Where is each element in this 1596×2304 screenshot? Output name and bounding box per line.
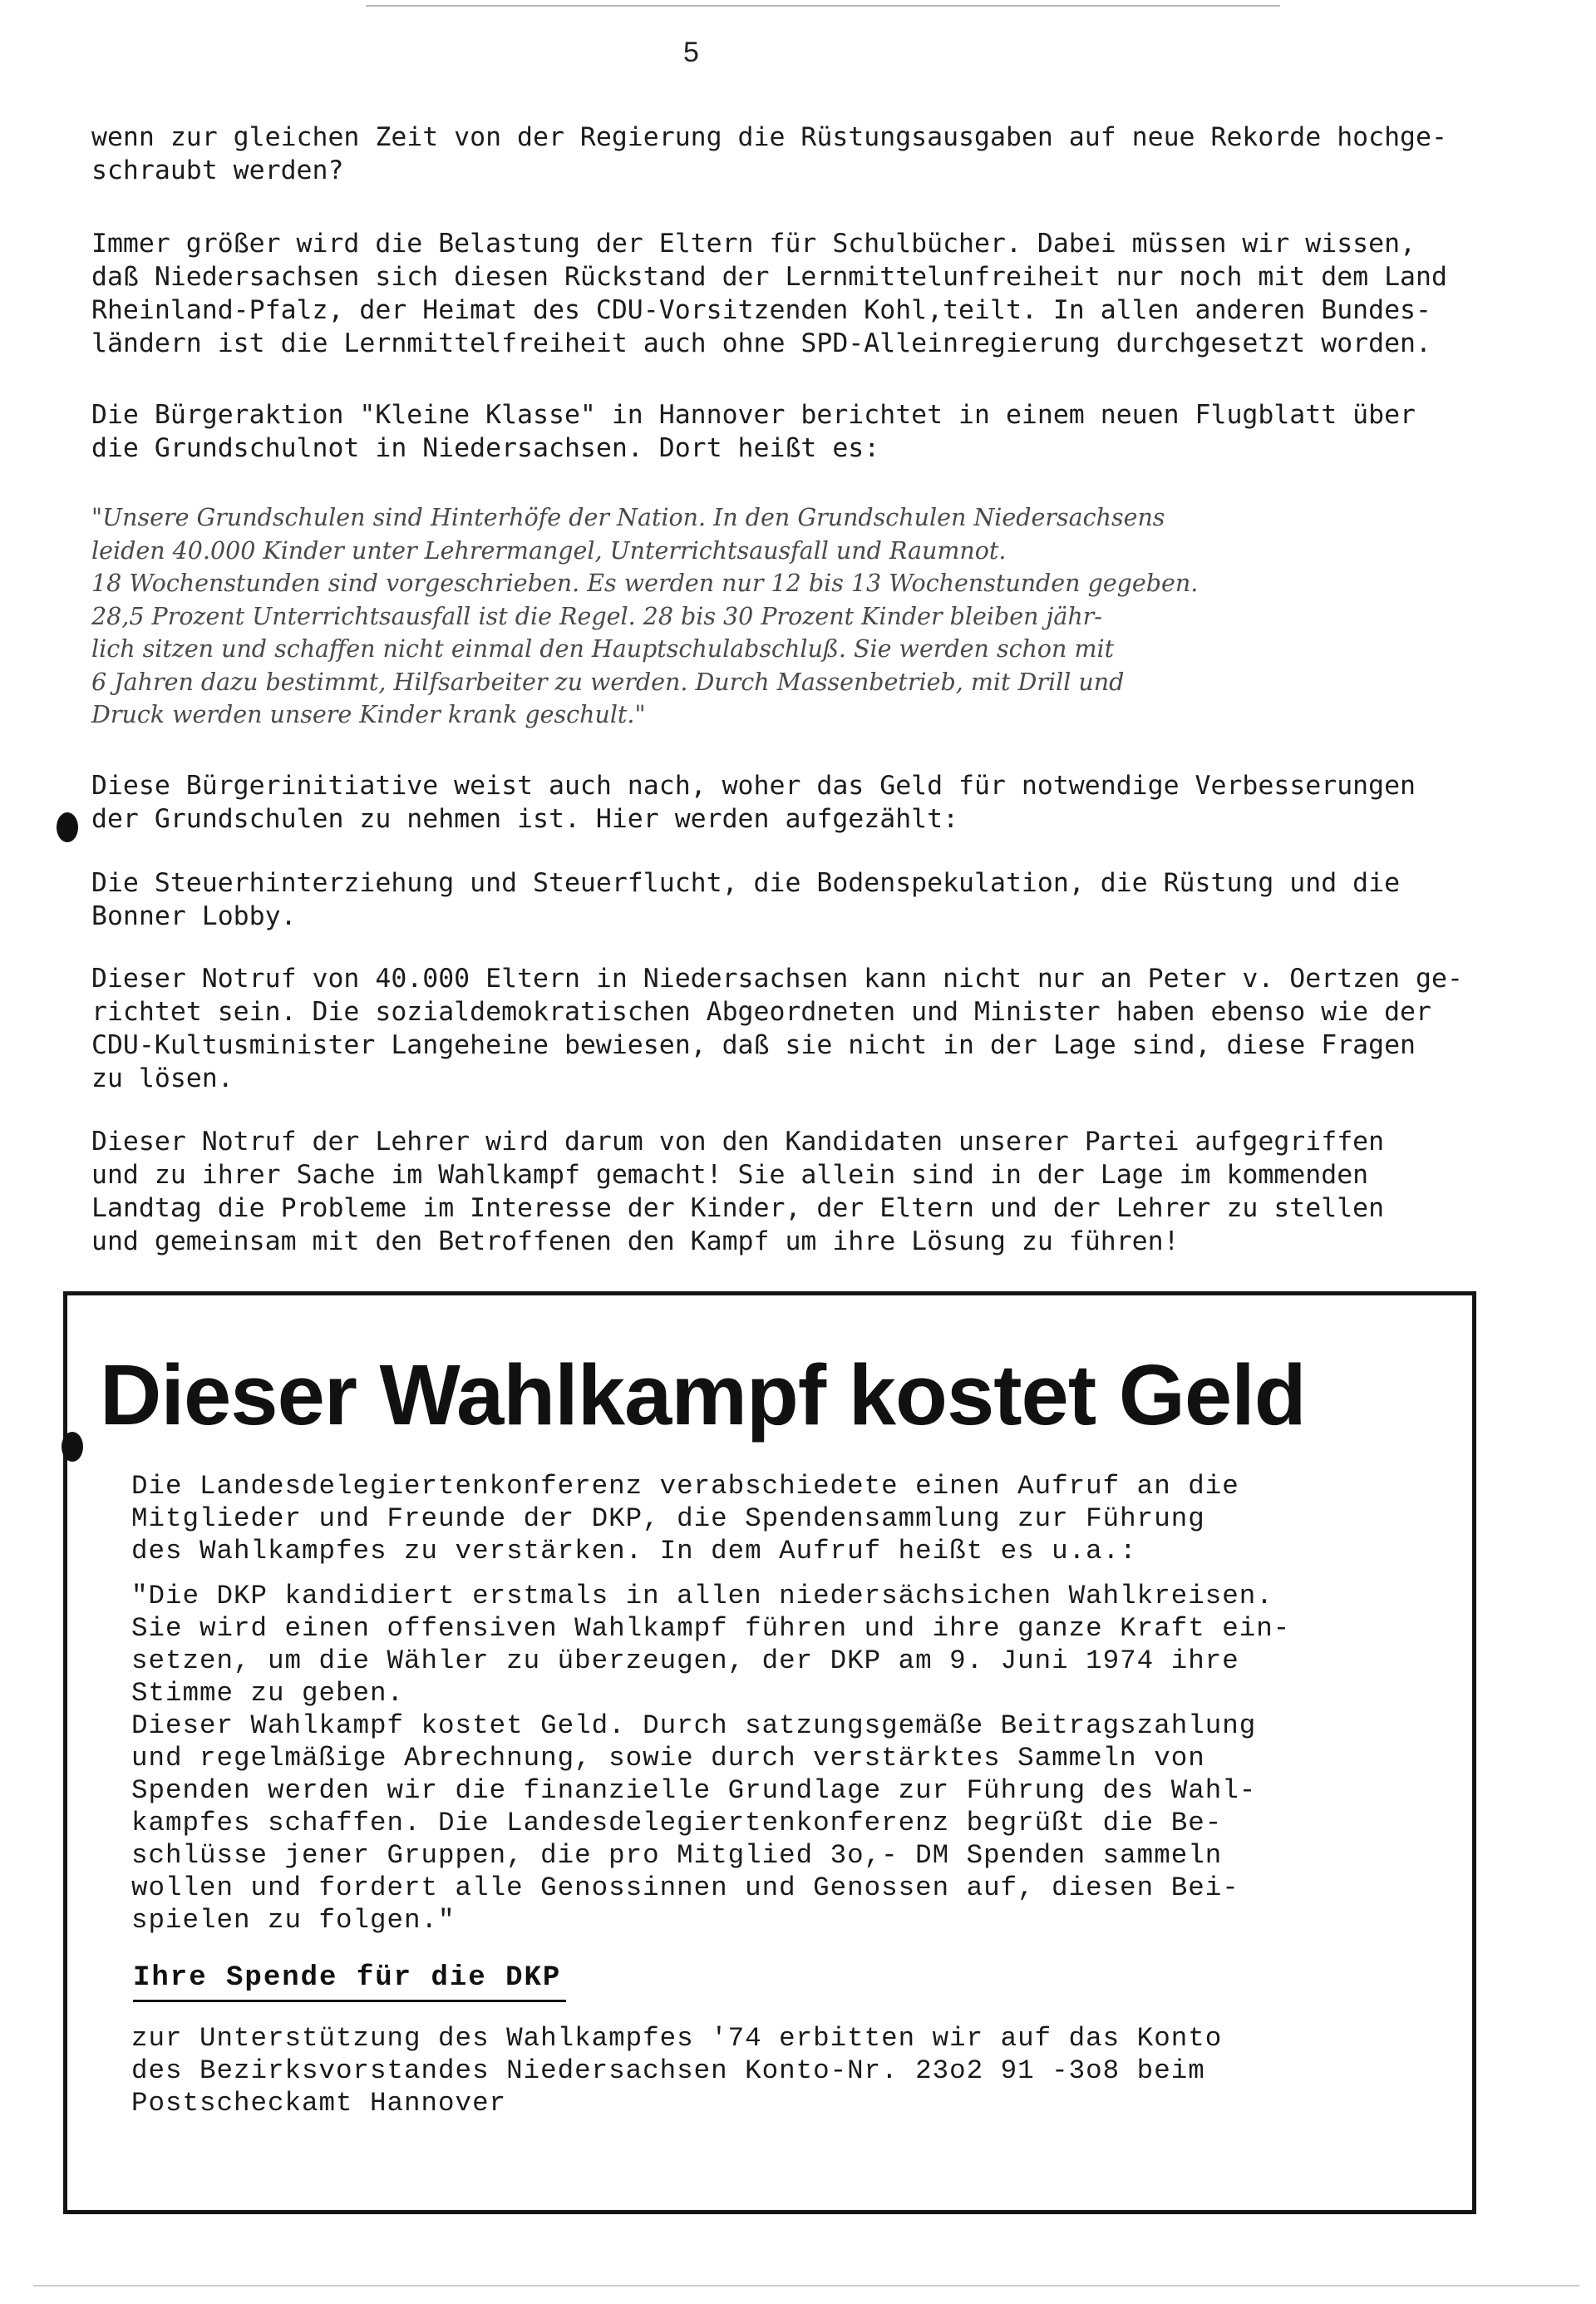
punch-hole-upper	[57, 812, 78, 842]
paragraph-aufzaehlung: Die Steuerhinterziehung und Steuerflucht, die Bodenspekulation, die Rüstung und die Bonner Lobby.	[91, 868, 1401, 931]
paragraph-buergeraktion: Die Bürgeraktion "Kleine Klasse" in Hannover berichtet in einem neuen Flugblatt über die Grundschulnot in Niedersachsen. Dort heißt es:	[91, 400, 1416, 463]
box-intro: Die Landesdelegiertenkonferenz verabschiedete einen Aufruf an die Mitglieder und Freunde der DKP, die Spendensammlung zur Führung des Wahlkampfes zu verstärken. In dem Aufruf heißt es u.a.:	[131, 1471, 1239, 1566]
box-headline: Dieser Wahlkampf kostet Geld	[100, 1347, 1306, 1443]
box-closing: zur Unterstützung des Wahlkampfes '74 erbitten wir auf das Konto des Bezirksvorstandes Niedersachsen Konto-Nr. 23o2 91 -3o8 beim Postscheckamt Hannover	[131, 2023, 1223, 2119]
page-number: 5	[683, 37, 699, 68]
paragraph-schulbuecher: Immer größer wird die Belastung der Eltern für Schulbücher. Dabei müssen wir wissen, daß Niedersachsen sich diesen Rückstand der Lernmittelunfreiheit nur noch mit dem Land Rheinland-Pfalz, der Heimat des CDU-Vorsitzenden Kohl,teilt. In allen anderen Bundes- ländern ist die Lernmittelfreiheit auch ohne SPD-Alleinregierung durchgesetzt worden.	[91, 229, 1447, 358]
box-subhead: Ihre Spende für die DKP	[133, 1960, 566, 2002]
punch-hole-lower	[62, 1432, 83, 1462]
quote-flugblatt: "Unsere Grundschulen sind Hinterhöfe der Nation. In den Grundschulen Niedersachsens leiden 40.000 Kinder unter Lehrermangel, Unterrichtsausfall und Raumnot. 18 Wochenstunden sind vorgeschrieben. Es werden nur 12 bis 13 Wochenstunden gegeben. 28,5 Prozent Unterrichtsausfall ist die Regel. 28 bis 30 Prozent Kinder bleiben jähr- lich sitzen und schaffen nicht einmal den Hauptschulabschluß. Sie werden schon mit 6 Jahren dazu bestimmt, Hilfsarbeiter zu werden. Durch Massenbetrieb, mit Drill und Druck werden unsere Kinder krank geschult."	[91, 504, 1199, 728]
paragraph-buergerinitiative: Diese Bürgerinitiative weist auch nach, woher das Geld für notwendige Verbesserungen der Grundschulen zu nehmen ist. Hier werden aufgezählt:	[91, 771, 1416, 834]
top-divider	[366, 5, 1280, 7]
box-quote: "Die DKP kandidiert erstmals in allen niedersächsichen Wahlkreisen. Sie wird einen offensiven Wahlkampf führen und ihre ganze Kraft ein- setzen, um die Wähler zu überzeugen, der DKP am 9. Juni 1974 ihre Stimme zu geben. Dieser Wahlkampf kostet Geld. Durch satzungsgemäße Beitragszahlung und regelmäßige Abrechnung, sowie durch verstärktes Sammeln von Spenden werden wir die finanzielle Grundlage zur Führung des Wahl- kampfes schaffen. Die Landesdelegiertenkonferenz begrüßt die Be- schlüsse jener Gruppen, die pro Mitglied 3o,- DM Spenden sammeln wollen und fordert alle Genossinnen und Genossen auf, diesen Bei- spielen zu folgen."	[131, 1581, 1291, 1936]
paragraph-notruf-lehrer: Dieser Notruf der Lehrer wird darum von den Kandidaten unserer Partei aufgegriffen und zu ihrer Sache im Wahlkampf gemacht! Sie allein sind in der Lage im kommenden Landtag die Probleme im Interesse der Kinder, der Eltern und der Lehrer zu stellen und gemeinsam mit den Betroffenen den Kampf um ihre Lösung zu führen!	[91, 1127, 1385, 1256]
paragraph-notruf-eltern: Dieser Notruf von 40.000 Eltern in Niedersachsen kann nicht nur an Peter v. Oertzen ge- richtet sein. Die sozialdemokratischen Abgeordneten und Minister haben ebenso wie der CDU-Kultusminister Langeheine bewiesen, daß sie nicht in der Lage sind, diese Fragen zu lösen.	[91, 964, 1463, 1093]
paragraph-ruestung: wenn zur gleichen Zeit von der Regierung die Rüstungsausgaben auf neue Rekorde hochge- schraubt werden?	[91, 122, 1447, 185]
bottom-divider	[33, 2285, 1579, 2287]
